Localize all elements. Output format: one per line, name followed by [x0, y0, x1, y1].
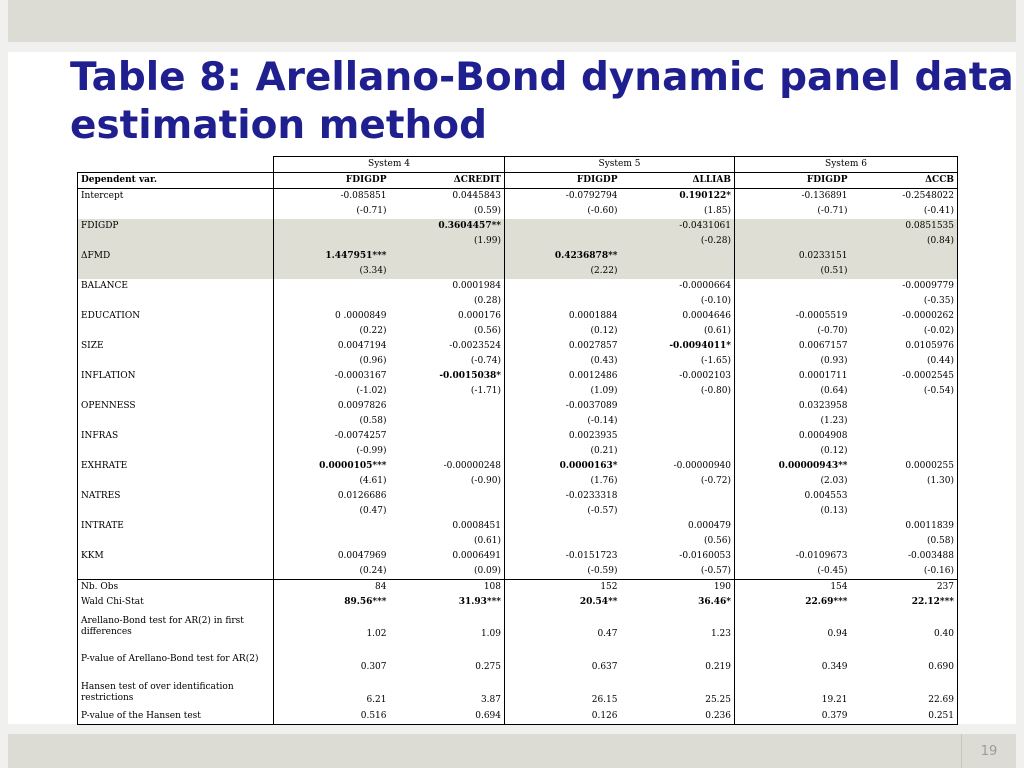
stat-value [274, 595, 390, 610]
dep-var-header: ΔCCB [851, 173, 958, 189]
t-stat-cell: (-0.57) [621, 564, 735, 580]
stat-value: 0.349 [821, 662, 848, 672]
t-stat-cell: (0.58) [359, 416, 387, 426]
table-row [78, 219, 958, 234]
stat-value: 237 [851, 580, 958, 596]
t-stat-cell: (3.34) [274, 264, 390, 279]
t-stat-cell: (1.30) [851, 474, 958, 489]
stat-value: 154 [735, 580, 851, 596]
t-stat-cell: (0.84) [851, 234, 958, 249]
header-blank-cell [78, 157, 274, 173]
table-row-tstat [78, 354, 958, 369]
coefficient-cell: 0.0012486 [568, 371, 618, 381]
table-row [78, 429, 958, 444]
coefficient-cell: -0.0151723 [565, 551, 618, 561]
row-label-blank [78, 414, 274, 429]
significant-value: 31.93*** [458, 597, 501, 607]
coefficient-cell: -0.0005519 [795, 311, 848, 321]
significant-value: 22.69*** [805, 597, 848, 607]
t-stat-cell [505, 234, 621, 249]
t-stat-cell: (-0.16) [851, 564, 958, 580]
t-stat-cell [735, 294, 851, 309]
t-stat-cell: (0.09) [390, 564, 505, 580]
stat-value: 0.94 [827, 629, 848, 639]
coefficient-cell: 0.004553 [804, 491, 848, 501]
stat-row [78, 610, 958, 643]
t-stat-cell: (2.22) [505, 264, 621, 279]
row-label-blank [78, 564, 274, 580]
table-row [78, 309, 958, 324]
coefficient-cell [274, 279, 390, 294]
stat-label: Hansen test of over identification restrictions [78, 676, 274, 709]
t-stat-cell: (0.24) [359, 566, 387, 576]
table-row-tstat [78, 444, 958, 459]
coefficient-cell [505, 219, 621, 234]
significant-value: 20.54** [579, 597, 618, 607]
stat-value: 0.40 [851, 610, 958, 643]
row-label: FDIGDP [78, 219, 274, 234]
t-stat-cell: (0.12) [590, 326, 618, 336]
coefficient-cell [390, 369, 505, 384]
coefficient-cell [505, 249, 621, 264]
dep-var-header: ΔCREDIT [390, 173, 505, 189]
table-row [78, 549, 958, 564]
stat-value: 6.21 [366, 695, 387, 705]
t-stat-cell [851, 444, 958, 459]
t-stat-cell: (-0.60) [587, 206, 618, 216]
row-label: SIZE [78, 339, 274, 354]
coefficient-cell: -0.136891 [801, 191, 848, 201]
t-stat-cell: (1.23) [820, 416, 848, 426]
coefficient-cell [274, 249, 390, 264]
coefficient-cell: -0.0160053 [621, 549, 735, 564]
table-row-tstat [78, 324, 958, 339]
row-label-blank [78, 474, 274, 489]
coefficient-cell: 0.0851535 [851, 219, 958, 234]
coefficient-cell [735, 219, 851, 234]
coefficient-cell: -0.0074257 [334, 431, 387, 441]
coefficient-cell [621, 429, 735, 444]
row-label: INFLATION [78, 369, 274, 384]
t-stat-cell: (0.93) [820, 356, 848, 366]
dep-var-header: ΔLLIAB [621, 173, 735, 189]
coefficient-cell: -0.0792794 [565, 191, 618, 201]
t-stat-cell: (-0.28) [621, 234, 735, 249]
results-table-body [78, 157, 958, 725]
t-stat-cell: (-0.54) [851, 384, 958, 399]
t-stat-cell: (-0.90) [390, 474, 505, 489]
coefficient-cell [851, 429, 958, 444]
t-stat-cell [390, 444, 505, 459]
t-stat-cell [274, 294, 390, 309]
system-header-row [78, 157, 958, 173]
coefficient-cell [851, 249, 958, 264]
stat-value: 0.307 [360, 662, 387, 672]
slide-title: Table 8: Arellano-Bond dynamic panel data estimation method [70, 55, 1014, 148]
stat-row [78, 643, 958, 676]
table-row-tstat [78, 534, 958, 549]
row-label: ΔFMD [78, 249, 274, 264]
t-stat-cell: (0.12) [820, 446, 848, 456]
coefficient-cell: -0.0037089 [565, 401, 618, 411]
t-stat-cell: (-1.02) [356, 386, 387, 396]
coefficient-cell [505, 279, 621, 294]
t-stat-cell: (-0.45) [817, 566, 848, 576]
table-row [78, 249, 958, 264]
stat-row [78, 580, 958, 596]
coefficient-cell: -0.0000664 [621, 279, 735, 294]
t-stat-cell: (1.76) [590, 476, 618, 486]
t-stat-cell: (0.56) [621, 534, 735, 549]
coefficient-cell [621, 189, 735, 205]
coefficient-cell [274, 219, 390, 234]
coefficient-cell: -0.0109673 [795, 551, 848, 561]
coefficient-cell: -0.2548022 [851, 189, 958, 205]
coefficient-cell: 0.0006491 [390, 549, 505, 564]
t-stat-cell: (0.44) [851, 354, 958, 369]
t-stat-cell: (0.21) [590, 446, 618, 456]
stat-value: 108 [390, 580, 505, 596]
stat-label: Arellano-Bond test for AR(2) in first differences [78, 610, 274, 643]
t-stat-cell [390, 414, 505, 429]
t-stat-cell: (-0.74) [390, 354, 505, 369]
t-stat-cell: (-0.59) [587, 566, 618, 576]
significant-value: 0.00000943** [778, 461, 848, 471]
table-row-tstat [78, 564, 958, 580]
stat-value: 22.69 [851, 676, 958, 709]
row-label: KKM [78, 549, 274, 564]
stat-value: 152 [505, 580, 621, 596]
significant-value: 0.4236878** [554, 251, 618, 261]
coefficient-cell [621, 489, 735, 504]
significant-value: 36.46* [698, 597, 731, 607]
coefficient-cell: -0.0000262 [851, 309, 958, 324]
significant-value: 89.56*** [344, 597, 387, 607]
dep-var-header: FDIGDP [735, 173, 851, 189]
t-stat-cell: (0.58) [851, 534, 958, 549]
coefficient-cell: -0.0003167 [334, 371, 387, 381]
dep-var-header: FDIGDP [505, 173, 621, 189]
coefficient-cell: -0.0009779 [851, 279, 958, 294]
coefficient-cell: 0.0105976 [851, 339, 958, 354]
coefficient-cell: 0.0004908 [798, 431, 848, 441]
stat-row [78, 595, 958, 610]
table-row-tstat [78, 204, 958, 219]
dependent-var-label: Dependent var. [78, 173, 274, 189]
t-stat-cell: (-0.10) [621, 294, 735, 309]
significant-value: 22.12*** [911, 597, 954, 607]
row-label-blank [78, 384, 274, 399]
row-label-blank [78, 354, 274, 369]
coefficient-cell [621, 249, 735, 264]
table-row [78, 399, 958, 414]
coefficient-cell [851, 489, 958, 504]
row-label-blank [78, 444, 274, 459]
stat-value: 3.87 [390, 676, 505, 709]
t-stat-cell: (0.61) [390, 534, 505, 549]
significant-value: 0.190122* [679, 191, 731, 201]
row-label-blank [78, 294, 274, 309]
table-row-tstat [78, 384, 958, 399]
row-label-blank [78, 234, 274, 249]
stat-value: 1.23 [621, 610, 735, 643]
stat-value: 0.690 [851, 643, 958, 676]
stat-value: 0.236 [621, 709, 735, 725]
t-stat-cell [621, 504, 735, 519]
coefficient-cell [390, 399, 505, 414]
t-stat-cell: (0.61) [621, 324, 735, 339]
t-stat-cell: (-0.14) [587, 416, 618, 426]
coefficient-cell [390, 489, 505, 504]
t-stat-cell: (0.28) [390, 294, 505, 309]
t-stat-cell [735, 534, 851, 549]
t-stat-cell: (0.56) [390, 324, 505, 339]
stat-value: 0.126 [505, 709, 621, 725]
significant-value: -0.0094011* [669, 341, 731, 351]
coefficient-cell: 0.0008451 [390, 519, 505, 534]
t-stat-cell [735, 234, 851, 249]
system-6-header: System 6 [735, 157, 958, 173]
coefficient-cell: 0.0011839 [851, 519, 958, 534]
coefficient-cell [390, 249, 505, 264]
coefficient-cell: -0.0233318 [565, 491, 618, 501]
coefficient-cell: 0.0047194 [337, 341, 387, 351]
table-row-tstat [78, 504, 958, 519]
table-row-tstat [78, 414, 958, 429]
stat-label: Nb. Obs [78, 580, 274, 596]
t-stat-cell: (-0.70) [817, 326, 848, 336]
page-number: 19 [961, 734, 1016, 768]
row-label: NATRES [78, 489, 274, 504]
coefficient-cell: -0.085851 [340, 191, 387, 201]
stat-label: P-value of the Hansen test [78, 709, 274, 725]
table-row [78, 279, 958, 294]
coefficient-cell: -0.0431061 [621, 219, 735, 234]
coefficient-cell: 0.000176 [390, 309, 505, 324]
coefficient-cell: -0.003488 [851, 549, 958, 564]
t-stat-cell: (-0.71) [356, 206, 387, 216]
row-label-blank [78, 324, 274, 339]
stat-value [621, 595, 735, 610]
significant-value: -0.0015038* [439, 371, 501, 381]
t-stat-cell: (0.51) [735, 264, 851, 279]
table-row-tstat [78, 474, 958, 489]
t-stat-cell: (0.22) [359, 326, 387, 336]
t-stat-cell [505, 294, 621, 309]
coefficient-cell: 0.0445843 [390, 189, 505, 205]
row-label: INFRAS [78, 429, 274, 444]
table-row [78, 339, 958, 354]
stat-value: 0.516 [274, 709, 390, 725]
coefficient-cell: -0.0002103 [621, 369, 735, 384]
coefficient-cell: 0.0004646 [621, 309, 735, 324]
bottom-bar [8, 734, 1016, 768]
table-row-tstat [78, 294, 958, 309]
row-label-blank [78, 504, 274, 519]
table-row-tstat [78, 234, 958, 249]
coefficient-cell [735, 459, 851, 474]
t-stat-cell: (0.13) [820, 506, 848, 516]
table-row-tstat [78, 264, 958, 279]
t-stat-cell: (1.09) [590, 386, 618, 396]
coefficient-cell: -0.0002545 [851, 369, 958, 384]
row-label: OPENNESS [78, 399, 274, 414]
t-stat-cell: (-0.80) [621, 384, 735, 399]
stat-row [78, 676, 958, 709]
system-4-header: System 4 [274, 157, 505, 173]
stat-value: 84 [274, 580, 390, 596]
stat-row [78, 709, 958, 725]
coefficient-cell [505, 519, 621, 534]
t-stat-cell: (-0.57) [587, 506, 618, 516]
t-stat-cell [621, 264, 735, 279]
t-stat-cell: (2.03) [820, 476, 848, 486]
row-label: BALANCE [78, 279, 274, 294]
coefficient-cell [390, 219, 505, 234]
table-row [78, 519, 958, 534]
stat-value: 0.275 [390, 643, 505, 676]
t-stat-cell: (0.43) [590, 356, 618, 366]
stat-value [735, 595, 851, 610]
table-row [78, 489, 958, 504]
t-stat-cell [851, 264, 958, 279]
stat-label: Wald Chi-Stat [78, 595, 274, 610]
coefficient-cell [735, 279, 851, 294]
t-stat-cell [274, 534, 390, 549]
row-label: INTRATE [78, 519, 274, 534]
coefficient-cell [621, 339, 735, 354]
stat-value: 190 [621, 580, 735, 596]
stat-value: 0.694 [390, 709, 505, 725]
coefficient-cell: -0.00000940 [621, 459, 735, 474]
coefficient-cell: 0.0001984 [390, 279, 505, 294]
t-stat-cell: (0.96) [359, 356, 387, 366]
coefficient-cell: 0 .0000849 [334, 311, 387, 321]
coefficient-cell: 0.0233151 [735, 249, 851, 264]
significant-value: 0.3604457** [438, 221, 501, 231]
row-label: EDUCATION [78, 309, 274, 324]
stat-value: 1.09 [390, 610, 505, 643]
coefficient-cell [390, 429, 505, 444]
table-row [78, 459, 958, 474]
stat-value: 26.15 [591, 695, 618, 705]
t-stat-cell [621, 414, 735, 429]
coefficient-cell: 0.0027857 [568, 341, 618, 351]
coefficient-cell: 0.0000255 [851, 459, 958, 474]
coefficient-cell [621, 399, 735, 414]
stat-value: 0.251 [851, 709, 958, 725]
stat-value [390, 595, 505, 610]
slide [8, 52, 1016, 724]
coefficient-cell: 0.0047969 [337, 551, 387, 561]
dependent-var-row [78, 173, 958, 189]
stat-value: 19.21 [821, 695, 848, 705]
system-5-header: System 5 [505, 157, 735, 173]
t-stat-cell: (0.64) [820, 386, 848, 396]
stat-value [505, 595, 621, 610]
t-stat-cell [851, 504, 958, 519]
dep-var-header: FDIGDP [274, 173, 390, 189]
t-stat-cell: (-0.02) [851, 324, 958, 339]
row-label-blank [78, 204, 274, 219]
t-stat-cell: (-0.35) [851, 294, 958, 309]
t-stat-cell [621, 444, 735, 459]
row-label: Intercept [78, 189, 274, 205]
row-label: EXHRATE [78, 459, 274, 474]
coefficient-cell: 0.0126686 [337, 491, 387, 501]
t-stat-cell: (-1.71) [390, 384, 505, 399]
coefficient-cell [274, 519, 390, 534]
coefficient-cell [505, 459, 621, 474]
coefficient-cell: 0.0001711 [798, 371, 848, 381]
t-stat-cell: (0.59) [390, 204, 505, 219]
table-row [78, 189, 958, 205]
t-stat-cell: (-1.65) [621, 354, 735, 369]
t-stat-cell: (-0.71) [817, 206, 848, 216]
stat-value: 25.25 [621, 676, 735, 709]
t-stat-cell [274, 234, 390, 249]
stat-value: 0.379 [735, 709, 851, 725]
t-stat-cell: (-0.41) [851, 204, 958, 219]
table-row [78, 369, 958, 384]
stat-value: 0.47 [597, 629, 618, 639]
coefficient-cell: -0.00000248 [390, 459, 505, 474]
stat-value: 1.02 [366, 629, 387, 639]
coefficient-cell: 0.0001884 [568, 311, 618, 321]
t-stat-cell [505, 534, 621, 549]
t-stat-cell: (0.47) [359, 506, 387, 516]
row-label-blank [78, 264, 274, 279]
t-stat-cell: (1.85) [621, 204, 735, 219]
coefficient-cell [735, 519, 851, 534]
coefficient-cell [274, 459, 390, 474]
t-stat-cell [390, 504, 505, 519]
coefficient-cell: -0.0023524 [390, 339, 505, 354]
significant-value: 0.0000105*** [319, 461, 387, 471]
t-stat-cell [390, 264, 505, 279]
t-stat-cell [851, 414, 958, 429]
stat-value: 0.637 [591, 662, 618, 672]
coefficient-cell: 0.000479 [621, 519, 735, 534]
stat-label: P-value of Arellano-Bond test for AR(2) [78, 643, 274, 676]
coefficient-cell: 0.0067157 [798, 341, 848, 351]
top-bar [8, 0, 1016, 42]
results-table [77, 156, 958, 725]
coefficient-cell [851, 399, 958, 414]
coefficient-cell: 0.0023935 [568, 431, 618, 441]
significant-value: 1.447951*** [325, 251, 387, 261]
t-stat-cell: (-0.72) [621, 474, 735, 489]
t-stat-cell: (-0.99) [356, 446, 387, 456]
significant-value: 0.0000163* [559, 461, 618, 471]
t-stat-cell: (4.61) [359, 476, 387, 486]
t-stat-cell: (1.99) [390, 234, 505, 249]
coefficient-cell: 0.0323958 [798, 401, 848, 411]
stat-value [851, 595, 958, 610]
row-label-blank [78, 534, 274, 549]
stat-value: 0.219 [621, 643, 735, 676]
coefficient-cell: 0.0097826 [337, 401, 387, 411]
